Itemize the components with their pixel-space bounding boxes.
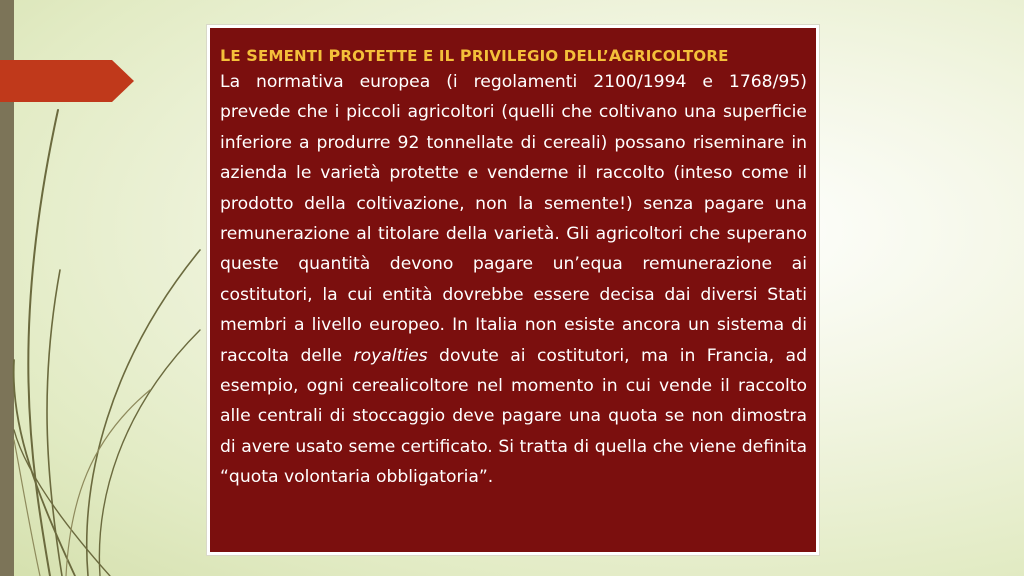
body-paragraph bbox=[220, 67, 807, 493]
title-part: PROTETTE E IL bbox=[328, 46, 460, 65]
slide-title bbox=[220, 46, 807, 65]
title-part: SEMENTI bbox=[246, 46, 329, 65]
body-text-start: La normativa europea (i regolamenti 2100/1994 e 1768/95) prevede che i piccoli agricoltori (quelli che coltivano una superficie inferiore a produrre 92 tonnellate di cereali) possano riseminare in azienda le varietà protette e venderne il raccolto (inteso come il prodotto della coltivazione, non la semente!) senza pagare una remunerazione al titolare della varietà. Gli agricoltori che superano queste quantità devono pagare un’equa remunerazione ai costitutori, la cui entità dovrebbe essere decisa dai diversi Stati membri a livello europeo. In Italia non esiste ancora un sistema di raccolta delle bbox=[220, 72, 807, 366]
body-italic-term: royalties bbox=[353, 345, 428, 366]
body-text-end: dovute ai costitutori, ma in Francia, ad esempio, ogni cerealicoltore nel momento in cui vende il raccolto alle centrali di stoccaggio deve pagare una quota se non dimostra di avere usato seme certificato. Si tratta di quella che viene definita “quota volontaria obbligatoria”. bbox=[220, 345, 807, 488]
title-part: LE bbox=[220, 46, 247, 65]
title-part: PRIVILEGIO DELL’ bbox=[459, 46, 609, 65]
content-box bbox=[207, 25, 819, 555]
arrow-right-icon bbox=[0, 60, 134, 102]
title-part: AGRICOLTORE bbox=[608, 46, 729, 65]
